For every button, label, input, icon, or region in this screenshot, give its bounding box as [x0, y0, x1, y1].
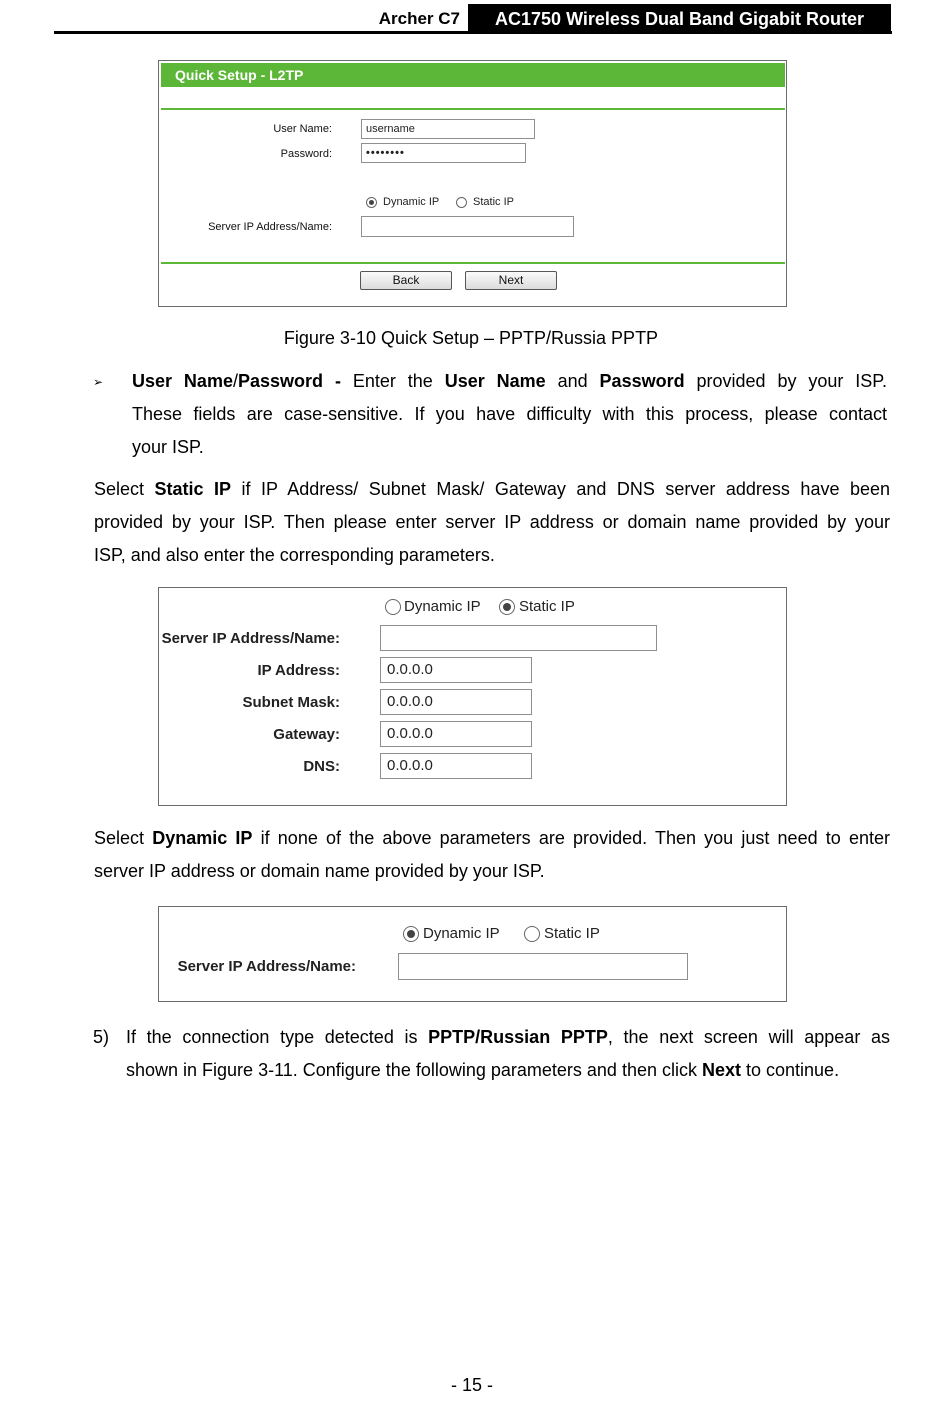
figure-caption: Figure 3-10 Quick Setup – PPTP/Russia PPTP — [283, 328, 659, 348]
subnet-mask-label: Subnet Mask: — [242, 694, 340, 711]
static-ip-radio[interactable] — [524, 926, 540, 942]
gateway-label: Gateway: — [273, 726, 340, 743]
step5-line-2: shown in Figure 3-11. Configure the following parameters and then click Next to continue. — [126, 1060, 840, 1080]
server-ip-input[interactable] — [361, 216, 574, 237]
next-button[interactable]: Next — [465, 271, 557, 290]
server-ip-label: Server IP Address/Name: — [177, 958, 356, 975]
page-number: - 15 - — [450, 1375, 493, 1395]
dynamic-ip-radio[interactable] — [403, 926, 419, 942]
title-divider — [161, 108, 785, 110]
dns-label: DNS: — [303, 758, 340, 775]
static-para-line-3: ISP, and also enter the corresponding parameters. — [94, 545, 495, 565]
server-ip-label: Server IP Address/Name: — [208, 221, 332, 233]
header-model: Archer C7 — [378, 9, 460, 28]
server-ip-input[interactable] — [380, 625, 657, 651]
bullet-line-3: your ISP. — [132, 437, 204, 457]
dns-input[interactable]: 0.0.0.0 — [380, 753, 532, 779]
quick-setup-title-bar: Quick Setup - L2TP — [161, 63, 785, 87]
dynamic-para-line-2: server IP address or domain name provided by your ISP. — [94, 861, 545, 881]
server-ip-label: Server IP Address/Name: — [161, 630, 340, 647]
ip-address-input[interactable]: 0.0.0.0 — [380, 657, 532, 683]
back-button[interactable]: Back — [360, 271, 452, 290]
static-para-line-1: Select Static IP if IP Address/ Subnet Mask/ Gateway and DNS server address have been — [94, 479, 891, 499]
static-ip-radio[interactable] — [499, 599, 515, 615]
static-ip-label: Static IP — [544, 925, 600, 942]
bullet-line-1: User Name/Password - Enter the User Name and Password provided by your ISP. — [132, 371, 887, 391]
dynamic-ip-radio[interactable] — [385, 599, 401, 615]
subnet-mask-input[interactable]: 0.0.0.0 — [380, 689, 532, 715]
username-label: User Name: — [273, 123, 332, 135]
button-divider — [161, 262, 785, 264]
static-ip-label: Static IP — [519, 598, 575, 615]
static-ip-radio[interactable] — [456, 197, 467, 208]
server-ip-input[interactable] — [398, 953, 688, 980]
static-para-line-2: provided by your ISP. Then please enter server IP address or domain name provided by your — [94, 512, 890, 532]
static-ip-label: Static IP — [473, 196, 514, 208]
dynamic-ip-label: Dynamic IP — [404, 598, 481, 615]
figure-quick-setup-panel — [158, 60, 787, 307]
gateway-input[interactable]: 0.0.0.0 — [380, 721, 532, 747]
step-number: 5) — [93, 1027, 110, 1047]
header-product-title: AC1750 Wireless Dual Band Gigabit Router — [468, 4, 891, 33]
dynamic-ip-label: Dynamic IP — [423, 925, 500, 942]
password-input[interactable]: •••••••• — [361, 143, 526, 163]
dynamic-ip-radio[interactable] — [366, 197, 377, 208]
ip-address-label: IP Address: — [257, 662, 340, 679]
username-input[interactable]: username — [361, 119, 535, 139]
dynamic-para-line-1: Select Dynamic IP if none of the above parameters are provided. Then you just need to enter — [94, 828, 890, 848]
dynamic-ip-label: Dynamic IP — [383, 196, 440, 208]
bullet-marker: ➢ — [93, 375, 104, 389]
password-label: Password: — [280, 148, 332, 160]
step5-line-1: If the connection type detected is PPTP/Russian PPTP, the next screen will appear as — [126, 1027, 890, 1047]
header-rule — [54, 31, 892, 34]
bullet-line-2: These fields are case-sensitive. If you have difficulty with this process, please contact — [132, 404, 887, 424]
